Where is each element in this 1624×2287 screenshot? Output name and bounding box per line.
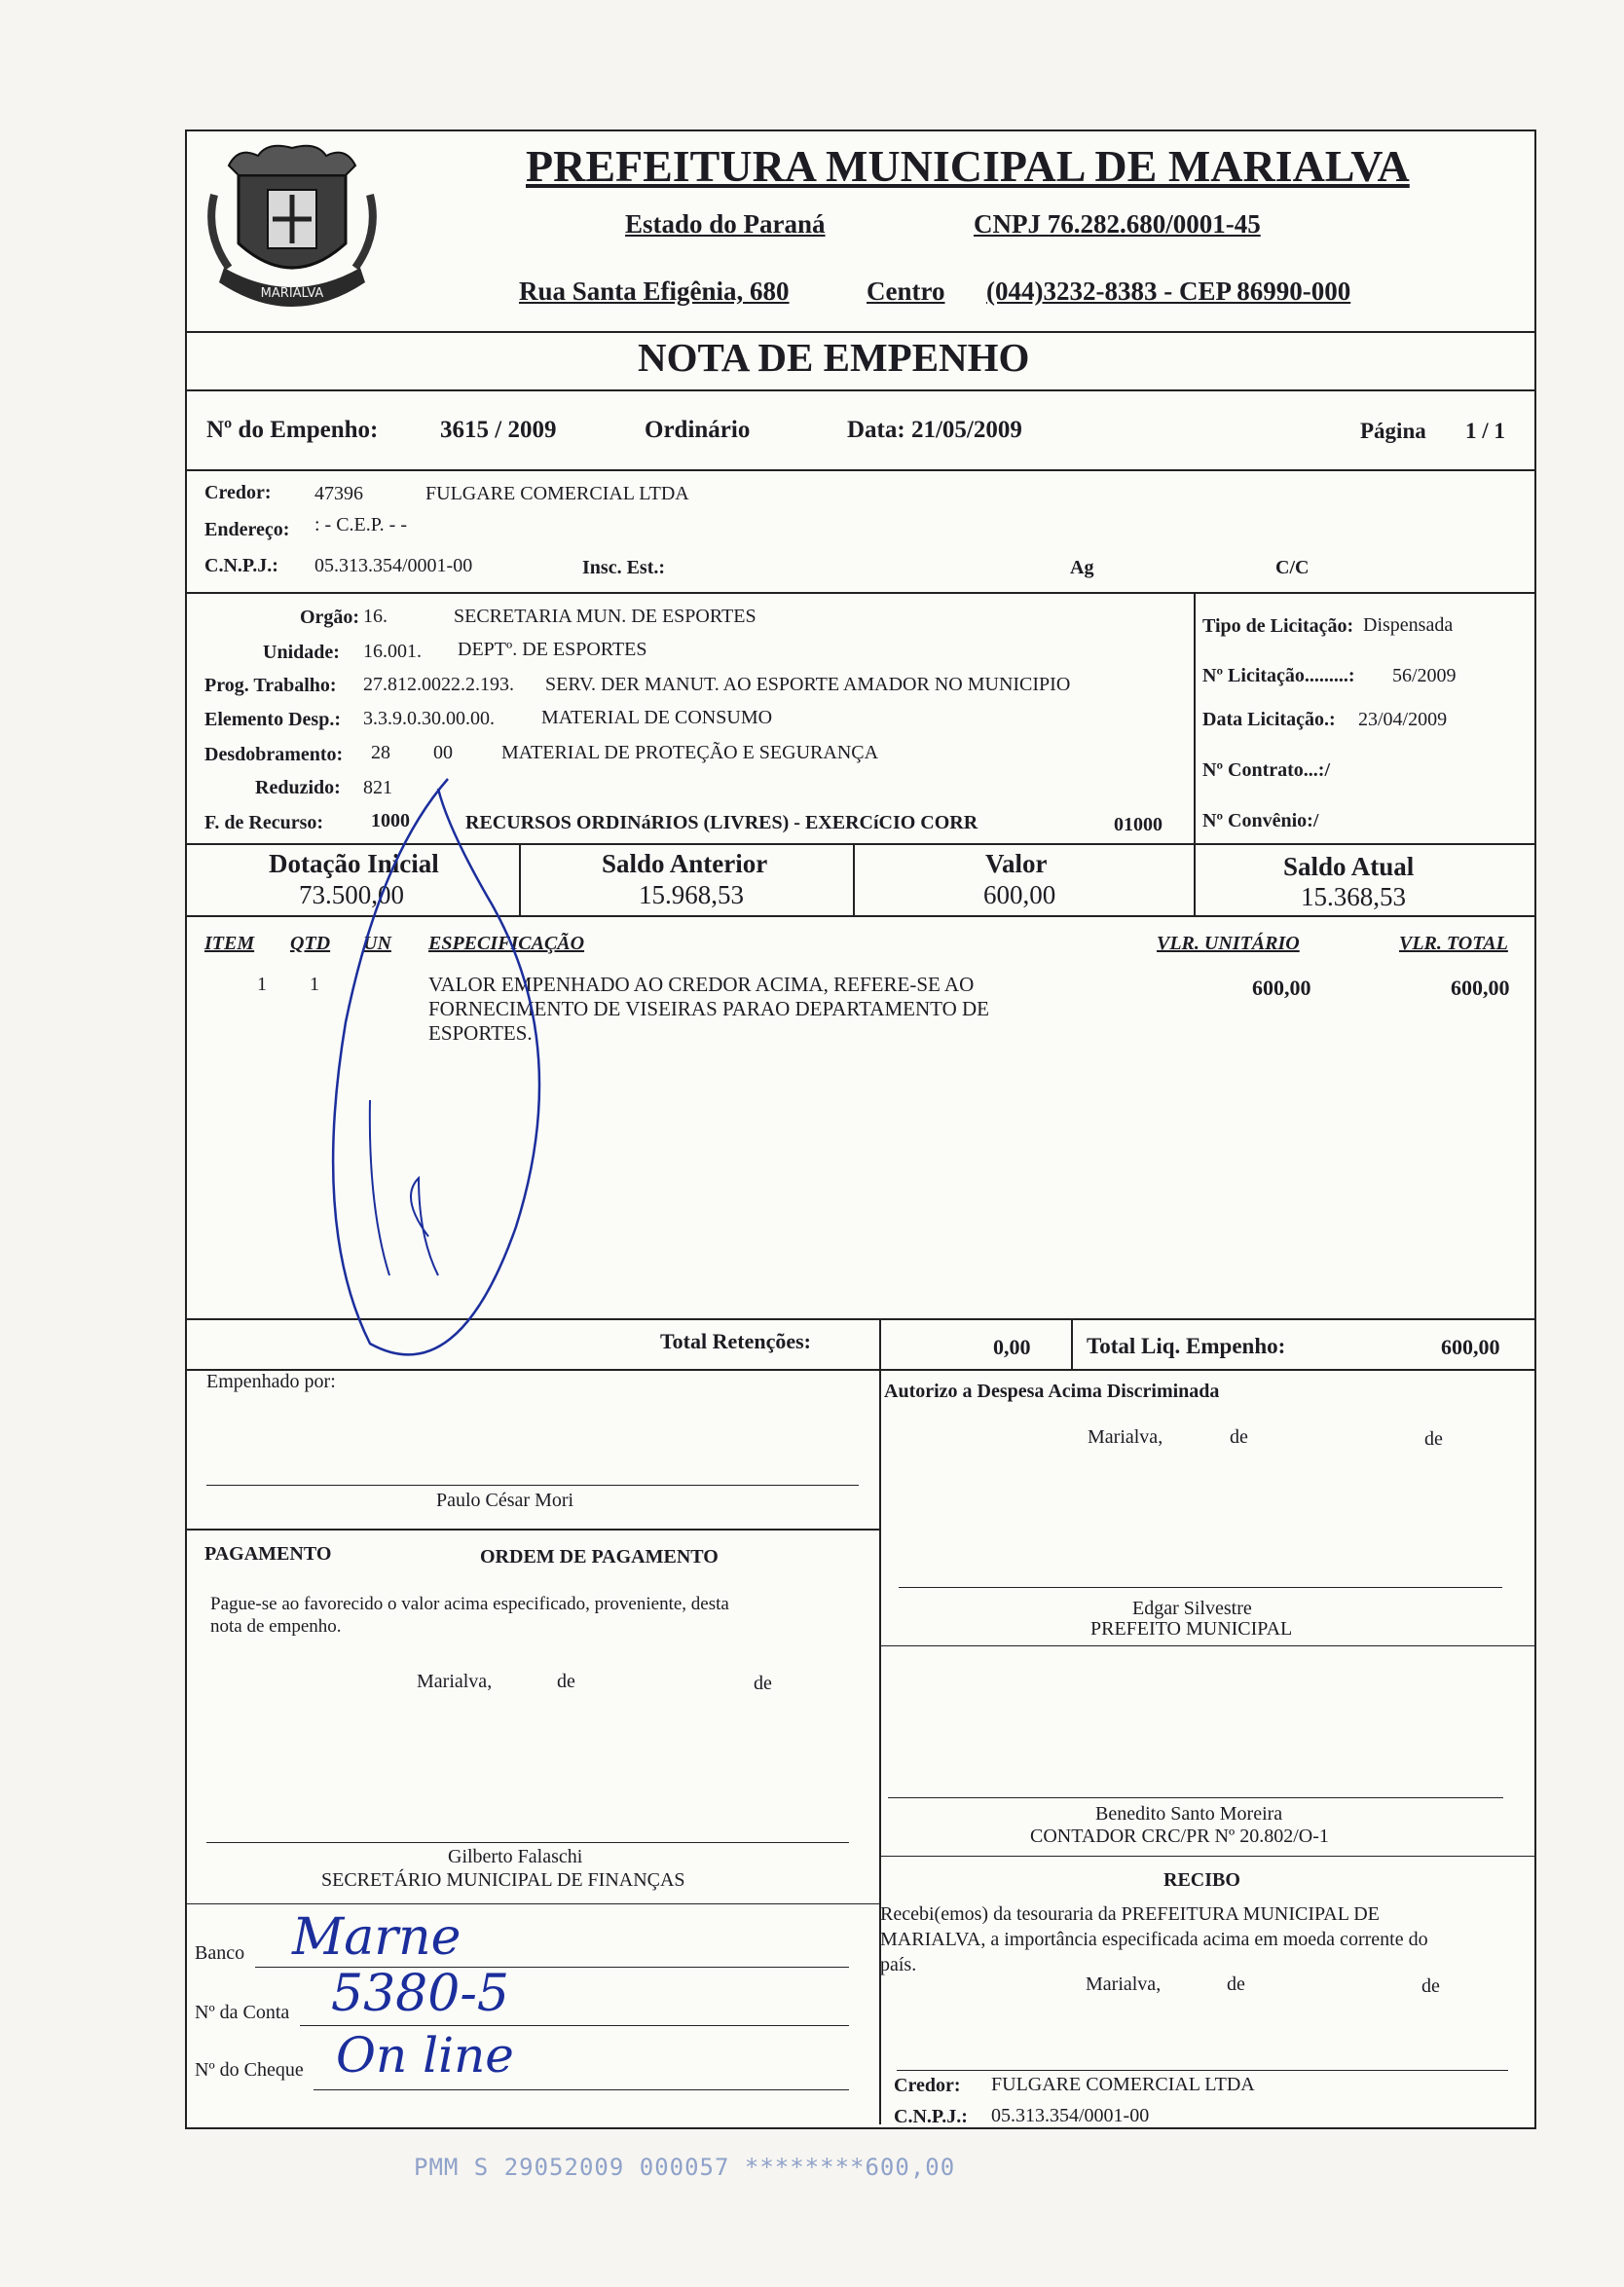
address-label: Rua Santa Efigênia, 680 xyxy=(519,277,790,306)
elemento-label: Elemento Desp.: xyxy=(204,709,341,730)
item-desc-line2: FORNECIMENTO DE VISEIRAS PARAO DEPARTAMENTO DE xyxy=(428,997,989,1020)
recibo-de2: de xyxy=(1421,1975,1440,1997)
saldo-atual-value: 15.368,53 xyxy=(1301,882,1406,911)
empenho-number-label: Nº do Empenho: xyxy=(206,417,379,443)
autorizo-label: Autorizo a Despesa Acima Discriminada xyxy=(884,1381,1220,1402)
page-label: Página xyxy=(1360,419,1426,443)
document-title: NOTA DE EMPENHO xyxy=(638,335,1030,380)
data-licitacao-label: Data Licitação.: xyxy=(1202,709,1336,730)
col-un: UN xyxy=(363,933,391,954)
prefeito-role: PREFEITO MUNICIPAL xyxy=(1090,1618,1293,1640)
recibo-cnpj-label: C.N.P.J.: xyxy=(894,2106,968,2127)
convenio-label: Nº Convênio:/ xyxy=(1202,810,1319,831)
empenho-type: Ordinário xyxy=(645,417,751,443)
tipo-licitacao-label: Tipo de Licitação: xyxy=(1202,615,1354,637)
page-title: PREFEITURA MUNICIPAL DE MARIALVA xyxy=(526,141,1410,191)
credor-name: FULGARE COMERCIAL LTDA xyxy=(425,483,689,504)
item-desc-line3: ESPORTES. xyxy=(428,1021,533,1045)
financas-name: Gilberto Falaschi xyxy=(448,1846,583,1867)
cnpj-label: CNPJ 76.282.680/0001-45 xyxy=(974,209,1261,239)
prefeito-name: Edgar Silvestre xyxy=(1132,1598,1252,1619)
col-especificacao: ESPECIFICAÇÃO xyxy=(428,933,585,954)
pagamento-place: Marialva, xyxy=(417,1671,493,1692)
recibo-line1: Recebi(emos) da tesouraria da PREFEITURA MUNICIPAL DE xyxy=(880,1903,1380,1925)
recurso-number: 01000 xyxy=(1114,814,1163,835)
elemento-name: MATERIAL DE CONSUMO xyxy=(541,707,773,728)
col-item: ITEM xyxy=(204,933,255,954)
valor-label: Valor xyxy=(985,849,1048,878)
svg-text:MARIALVA: MARIALVA xyxy=(260,286,324,301)
retencoes-label: Total Retenções: xyxy=(660,1329,811,1353)
credor-cnpj: 05.313.354/0001-00 xyxy=(314,555,473,576)
orgao-code: 16. xyxy=(363,606,388,627)
col-qtd: QTD xyxy=(290,933,331,954)
payment-stamp: PMM S 29052009 000057 ********600,00 xyxy=(414,2154,956,2181)
credor-label: Credor: xyxy=(204,482,272,503)
prog-trabalho-name: SERV. DER MANUT. AO ESPORTE AMADOR NO MUNICIPIO xyxy=(545,674,1071,695)
data-licitacao-value: 23/04/2009 xyxy=(1358,709,1448,730)
recibo-cnpj-value: 05.313.354/0001-00 xyxy=(991,2105,1150,2126)
saldo-anterior-value: 15.968,53 xyxy=(639,880,744,909)
credor-code: 47396 xyxy=(314,483,363,504)
col-vlr-unitario: VLR. UNITÁRIO xyxy=(1157,933,1300,954)
dotacao-value: 73.500,00 xyxy=(299,880,404,909)
pagamento-text-line1: Pague-se ao favorecido o valor acima especificado, proveniente, desta xyxy=(210,1594,729,1614)
recurso-code: 1000 xyxy=(371,810,410,831)
conta-handwritten: 5380-5 xyxy=(331,1965,509,2023)
contrato-label: Nº Contrato...:/ xyxy=(1202,759,1331,781)
liq-empenho-label: Total Liq. Empenho: xyxy=(1087,1334,1286,1358)
recibo-credor-label: Credor: xyxy=(894,2075,961,2096)
address-field-label: Endereço: xyxy=(204,519,290,540)
pagamento-de2: de xyxy=(754,1673,772,1694)
empenhado-label: Empenhado por: xyxy=(206,1371,336,1392)
dotacao-label: Dotação Inicial xyxy=(269,849,439,878)
recibo-de1: de xyxy=(1227,1973,1245,1995)
liq-empenho-value: 600,00 xyxy=(1441,1335,1500,1359)
contador-name: Benedito Santo Moreira xyxy=(1095,1803,1283,1825)
desdobramento-name: MATERIAL DE PROTEÇÃO E SEGURANÇA xyxy=(501,742,879,763)
saldo-atual-label: Saldo Atual xyxy=(1283,852,1415,881)
orgao-name: SECRETARIA MUN. DE ESPORTES xyxy=(454,606,757,627)
item-qty: 1 xyxy=(310,974,319,995)
desdobramento-sub: 00 xyxy=(433,742,453,763)
elemento-code: 3.3.9.0.30.00.00. xyxy=(363,708,495,729)
insc-est-label: Insc. Est.: xyxy=(582,557,666,578)
banco-label: Banco xyxy=(195,1942,245,1964)
recurso-label: F. de Recurso: xyxy=(204,812,324,833)
empenho-date: Data: 21/05/2009 xyxy=(847,417,1022,443)
num-licitacao-value: 56/2009 xyxy=(1392,665,1457,686)
empenhado-name: Paulo César Mori xyxy=(436,1490,574,1511)
item-number: 1 xyxy=(257,974,267,995)
phone-cep-label: (044)3232-8383 - CEP 86990-000 xyxy=(986,277,1351,306)
pagamento-de1: de xyxy=(557,1671,575,1692)
orgao-label: Orgão: xyxy=(300,607,360,628)
unidade-name: DEPTº. DE ESPORTES xyxy=(458,639,647,660)
municipal-crest-icon xyxy=(200,136,385,321)
reduzido-label: Reduzido: xyxy=(255,777,341,798)
ag-label: Ag xyxy=(1070,557,1094,578)
unidade-label: Unidade: xyxy=(263,642,340,663)
cheque-label: Nº do Cheque xyxy=(195,2059,304,2081)
prog-trabalho-label: Prog. Trabalho: xyxy=(204,675,337,696)
recibo-line3: país. xyxy=(880,1954,917,1975)
unidade-code: 16.001. xyxy=(363,641,422,662)
recibo-credor-value: FULGARE COMERCIAL LTDA xyxy=(991,2074,1255,2095)
recibo-place: Marialva, xyxy=(1086,1973,1162,1995)
pagamento-text-line2: nota de empenho. xyxy=(210,1616,342,1637)
retencoes-value: 0,00 xyxy=(993,1335,1031,1359)
saldo-anterior-label: Saldo Anterior xyxy=(602,849,768,878)
page-number: 1 / 1 xyxy=(1465,419,1505,443)
autorizo-de1: de xyxy=(1230,1426,1248,1448)
item-total-value: 600,00 xyxy=(1451,976,1510,1000)
financas-role: SECRETÁRIO MUNICIPAL DE FINANÇAS xyxy=(321,1869,685,1891)
autorizo-place: Marialva, xyxy=(1088,1426,1163,1448)
num-licitacao-label: Nº Licitação.........: xyxy=(1202,665,1355,686)
handwritten-initial-mark xyxy=(253,769,584,1373)
pagamento-label: PAGAMENTO xyxy=(204,1543,332,1565)
item-desc-line1: VALOR EMPENHADO AO CREDOR ACIMA, REFERE-SE AO xyxy=(428,973,975,996)
recurso-name: RECURSOS ORDINáRIOS (LIVRES) - EXERCíCIO CORR xyxy=(465,812,978,833)
cheque-handwritten: On line xyxy=(336,2027,514,2084)
valor-value: 600,00 xyxy=(983,880,1056,909)
district-label: Centro xyxy=(867,277,945,306)
autorizo-de2: de xyxy=(1424,1428,1443,1450)
cc-label: C/C xyxy=(1275,557,1310,578)
conta-label: Nº da Conta xyxy=(195,2002,290,2023)
empenho-number: 3615 / 2009 xyxy=(440,417,557,443)
prog-trabalho-code: 27.812.0022.2.193. xyxy=(363,674,514,695)
desdobramento-code: 28 xyxy=(371,742,390,763)
recibo-line2: MARIALVA, a importância especificada acima em moeda corrente do xyxy=(880,1929,1428,1950)
ordem-pagamento-title: ORDEM DE PAGAMENTO xyxy=(480,1546,719,1568)
tipo-licitacao-value: Dispensada xyxy=(1363,614,1454,636)
item-unit-value: 600,00 xyxy=(1252,976,1311,1000)
credor-cnpj-label: C.N.P.J.: xyxy=(204,555,278,576)
contador-role: CONTADOR CRC/PR Nº 20.802/O-1 xyxy=(1030,1826,1329,1847)
col-vlr-total: VLR. TOTAL xyxy=(1399,933,1508,954)
reduzido-value: 821 xyxy=(363,777,392,798)
recibo-title: RECIBO xyxy=(1163,1869,1240,1891)
banco-handwritten: Marne xyxy=(292,1908,461,1967)
state-label: Estado do Paraná xyxy=(625,209,826,239)
desdobramento-label: Desdobramento: xyxy=(204,744,344,765)
address-field-value: : - C.E.P. - - xyxy=(314,514,407,535)
